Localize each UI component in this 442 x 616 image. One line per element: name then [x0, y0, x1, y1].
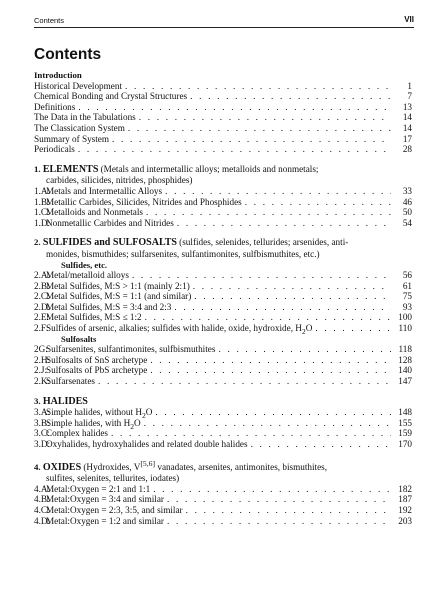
toc-section: [34, 459, 412, 527]
section-description-text: (Hydroxides, V: [83, 461, 141, 472]
section-description-continued: sulfites, selenites, tellurites, iodates): [46, 473, 180, 484]
section-name: HALIDES: [42, 395, 88, 407]
section-heading: [34, 237, 412, 249]
section-heading: Introduction: [34, 70, 82, 80]
section-heading: [34, 164, 412, 176]
entry-code: 2.K:: [34, 376, 51, 387]
section-number: 4.: [34, 461, 41, 472]
toc-entry: [34, 344, 412, 355]
entry-title-text: Metalloids and Nonmetals: [46, 207, 143, 218]
entry-page-number: 128: [398, 354, 412, 365]
entry-title: [46, 505, 183, 516]
entry-title-text: Sulfides of arsenic, alkalies; sulfides with halide, oxide, hydroxide, H: [46, 323, 302, 334]
toc-section: [34, 396, 412, 450]
entry-title-text: Simple halides, with H: [46, 417, 131, 428]
dot-leader: [128, 123, 391, 134]
toc-entry: [34, 505, 412, 516]
entry-page-number: 203: [398, 515, 412, 526]
entry-page-number: 14: [402, 112, 412, 123]
entry-title-tail: O: [134, 417, 141, 428]
entry-title: [46, 186, 162, 197]
entry-code: 2.F:: [34, 323, 49, 334]
entry-title: [46, 291, 191, 302]
entry-page-number: 118: [398, 344, 412, 355]
dot-leader: [190, 91, 391, 102]
section-description: [179, 237, 348, 247]
entry-title-text: Metal Sulfides, M:S = 1:1 (and similar): [46, 291, 192, 302]
entry-title-text: Metal/metalloid alloys: [46, 270, 129, 281]
dot-leader: [111, 428, 391, 439]
entry-title-text: Simple halides, without H: [46, 407, 142, 418]
entry-title: [46, 197, 242, 208]
entry-title: [46, 494, 164, 505]
dot-leader: [132, 270, 391, 281]
entry-page-number: 159: [398, 428, 412, 439]
entry-code: 2.A:: [34, 270, 51, 281]
section-name: OXIDES: [42, 461, 82, 473]
entry-page-number: 17: [402, 133, 412, 144]
dot-leader: [167, 494, 391, 505]
toc-entry: [34, 439, 412, 450]
section-heading: [34, 459, 412, 474]
entry-title-text: Metallic Carbides, Silicides, Nitrides and Phosphides: [46, 196, 242, 207]
entry-title: [46, 376, 95, 387]
entry-title-text: Oxyhalides, hydroxyhalides and related double halides: [46, 439, 248, 449]
dot-leader: [167, 516, 391, 527]
entry-page-number: 33: [402, 185, 412, 196]
entry-code: 4.A:: [34, 483, 51, 494]
toc-entry: [34, 207, 412, 218]
entry-page-number: 7: [407, 91, 412, 102]
entry-page-number: 50: [402, 207, 412, 218]
toc-entry: [34, 281, 412, 292]
entry-title: [34, 134, 109, 145]
entry-code: 1.A:: [34, 185, 51, 196]
page-title: Contents: [34, 46, 102, 63]
toc-section: [34, 164, 412, 229]
entry-title: [46, 207, 143, 218]
entry-title: [34, 144, 75, 155]
entry-title: [46, 270, 129, 281]
entry-title: [46, 516, 164, 527]
entry-title-text: Historical Development: [34, 80, 123, 91]
dot-leader: [218, 344, 391, 355]
entry-title-text: Complex halides: [46, 428, 109, 439]
entry-title: [46, 439, 248, 450]
entry-title-text: Summary of System: [34, 133, 110, 144]
entry-page-number: 61: [402, 280, 412, 291]
running-head: [34, 14, 414, 28]
subsection-heading: Sulfides, etc.: [61, 259, 108, 270]
section-description: [101, 164, 319, 174]
entry-title-text: Periodicals: [34, 144, 75, 155]
dot-leader: [145, 312, 391, 323]
toc-entry: [34, 484, 412, 495]
entry-title: [34, 102, 75, 113]
entry-page-number: 147: [398, 376, 412, 387]
toc-entry: [34, 407, 412, 421]
entry-title-text: Metals and Intermetallic Alloys: [46, 185, 163, 196]
dot-leader: [245, 197, 391, 208]
entry-title: [46, 344, 215, 355]
dot-leader: [155, 407, 391, 418]
running-head-page-number: VII: [404, 15, 414, 24]
dot-leader: [139, 112, 391, 123]
entry-page-number: 140: [398, 365, 412, 376]
entry-page-number: 54: [402, 217, 412, 228]
dot-leader: [177, 218, 391, 229]
section-name: SULFIDES and SULFOSALTS: [42, 237, 177, 249]
toc-entry: [34, 218, 412, 229]
toc-section: [34, 237, 412, 386]
entry-code: 2.C:: [34, 291, 50, 302]
entry-code: 3.A:: [34, 407, 51, 418]
entry-code: 1.C:: [34, 207, 50, 218]
entry-code: 2.B:: [34, 280, 50, 291]
toc-entry: [34, 428, 412, 439]
entry-code: 2.E:: [34, 312, 50, 323]
toc-entry: [34, 494, 412, 505]
entry-title: [34, 91, 187, 102]
toc-entry: [34, 91, 412, 102]
entry-page-number: 56: [402, 270, 412, 281]
toc-entry: [34, 376, 412, 387]
section-number: 3.: [34, 395, 41, 406]
entry-title: [34, 112, 136, 123]
toc-entry: [34, 197, 412, 208]
entry-title: [46, 365, 147, 376]
dot-leader: [144, 418, 391, 429]
entry-page-number: 170: [398, 439, 412, 449]
entry-title-text: Chemical Bonding and Crystal Structures: [34, 91, 188, 102]
entry-title: [46, 218, 174, 229]
entry-code: 3.B:: [34, 417, 50, 428]
entry-code: 2G:: [34, 344, 48, 355]
toc-entry: [34, 134, 412, 145]
entry-code: 3.C:: [34, 428, 50, 439]
entry-title-subscript: 2: [301, 326, 306, 336]
dot-leader: [251, 439, 391, 450]
entry-title-text: Metal:Oxygen = 1:2 and similar: [46, 515, 164, 526]
dot-leader: [78, 144, 391, 155]
entry-page-number: 14: [402, 122, 412, 133]
entry-title-text: Metal:Oxygen = 2:3, 3:5, and similar: [46, 505, 183, 516]
entry-title: [46, 281, 190, 292]
dot-leader: [194, 291, 391, 302]
subsection-heading: Sulfosalts: [61, 333, 97, 344]
entry-code: 1.B:: [34, 196, 50, 207]
toc-entry: [34, 355, 412, 366]
entry-page-number: 100: [398, 312, 412, 323]
entry-title-text: Sulfarsenites, sulfantimonites, sulfbismuthites: [46, 344, 216, 355]
entry-title-text: The Data in the Tabulations: [34, 112, 136, 123]
entry-title-text: Definitions: [34, 101, 76, 112]
entry-title: [34, 81, 122, 92]
dot-leader: [78, 102, 391, 113]
dot-leader: [315, 323, 391, 334]
entry-title-tail: O: [305, 323, 313, 334]
dot-leader: [150, 355, 391, 366]
entry-title: [46, 484, 150, 495]
section-description-text: (sulfides, selenides, tellurides; arsenides, anti-: [179, 237, 349, 248]
section-heading: [34, 396, 412, 408]
dot-leader: [150, 365, 391, 376]
entry-title-text: Metal Sulfides, M:S = 3:4 and 2:3: [46, 301, 172, 312]
dot-leader: [153, 484, 391, 495]
dot-leader: [112, 134, 391, 145]
toc-entry: [34, 270, 412, 281]
dot-leader: [174, 302, 391, 313]
entry-title-text: Sulfarsenates: [46, 376, 95, 387]
section-description: [83, 458, 328, 472]
entry-code: 4.D:: [34, 515, 51, 526]
entry-code: 3.D:: [34, 439, 51, 449]
dot-leader: [98, 376, 391, 387]
entry-title-subscript: 2: [130, 421, 135, 431]
intro-section: [34, 70, 412, 155]
entry-code: 1.D:: [34, 217, 51, 228]
running-head-left: Contents: [34, 16, 65, 25]
toc-entry: [34, 102, 412, 113]
entry-code: 2.J:: [34, 365, 48, 376]
entry-page-number: 187: [398, 494, 412, 505]
dot-leader: [186, 505, 391, 516]
entry-page-number: 110: [398, 323, 412, 334]
entry-title-text: Sulfosalts of SnS archetype: [46, 354, 148, 365]
entry-page-number: 192: [398, 505, 412, 516]
entry-title-text: Metal Sulfides, M:S > 1:1 (mainly 2:1): [46, 280, 190, 291]
entry-page-number: 148: [398, 407, 412, 418]
entry-title: [46, 428, 108, 439]
entry-title-text: Metal:Oxygen = 2:1 and 1:1: [46, 483, 151, 494]
toc-entry: [34, 112, 412, 123]
entry-code: 4.C:: [34, 505, 50, 516]
entry-title-text: Nonmetallic Carbides and Nitrides: [46, 217, 174, 228]
entry-title-tail: O: [145, 407, 153, 418]
toc-entry: [34, 323, 412, 334]
section-number: 2.: [34, 237, 41, 248]
entry-title-subscript: 2: [141, 411, 146, 421]
entry-page-number: 93: [402, 301, 412, 312]
toc-entry: [34, 291, 412, 302]
dot-leader: [146, 207, 391, 218]
entry-page-number: 13: [402, 101, 412, 112]
toc-entry: [34, 81, 412, 92]
entry-code: 2.D:: [34, 301, 51, 312]
entry-page-number: 182: [398, 483, 412, 494]
entry-title-text: The Classication System: [34, 122, 125, 133]
entry-page-number: 28: [402, 144, 412, 155]
entry-code: 4.B:: [34, 494, 50, 505]
entry-title: [46, 312, 142, 323]
entry-title-text: Metal:Oxygen = 3:4 and similar: [46, 494, 164, 505]
section-description-tail: vanadates, arsenites, antimonites, bismuthites,: [155, 461, 328, 472]
section-description-continued: carbides, silicides, nitrides, phosphides): [46, 175, 193, 186]
toc-entry: [34, 123, 412, 134]
toc-entry: [34, 144, 412, 155]
dot-leader: [193, 281, 391, 292]
table-of-contents: [34, 70, 412, 535]
toc-entry: [34, 302, 412, 313]
toc-entry: [34, 186, 412, 197]
toc-entry: [34, 365, 412, 376]
entry-page-number: 155: [398, 417, 412, 428]
section-description-text: (Metals and intermetallic alloys; metalloids and nonmetals;: [100, 163, 319, 174]
entry-page-number: 46: [402, 196, 412, 207]
section-number: 1.: [34, 163, 41, 174]
section-description-continued: monides, bismuthides; sulfarsenites, sulfantimonites, sulfbismuthites, etc.): [46, 248, 320, 259]
entry-code: 2.H:: [34, 354, 51, 365]
toc-entry: [34, 312, 412, 323]
entry-page-number: 75: [402, 291, 412, 302]
toc-entry: [34, 418, 412, 429]
section-description-superscript: [5,6]: [140, 458, 156, 468]
entry-title: [46, 355, 147, 366]
entry-page-number: 1: [407, 80, 412, 91]
section-name: ELEMENTS: [42, 163, 99, 175]
toc-entry: [34, 516, 412, 527]
entry-title-text: Metal Sulfides, M:S ≤ 1:2: [46, 312, 142, 323]
entry-title-text: Sulfosalts of PbS archetype: [46, 365, 148, 376]
entry-title: [34, 123, 125, 134]
entry-title: [46, 302, 171, 313]
dot-leader: [125, 81, 391, 92]
dot-leader: [165, 186, 391, 197]
